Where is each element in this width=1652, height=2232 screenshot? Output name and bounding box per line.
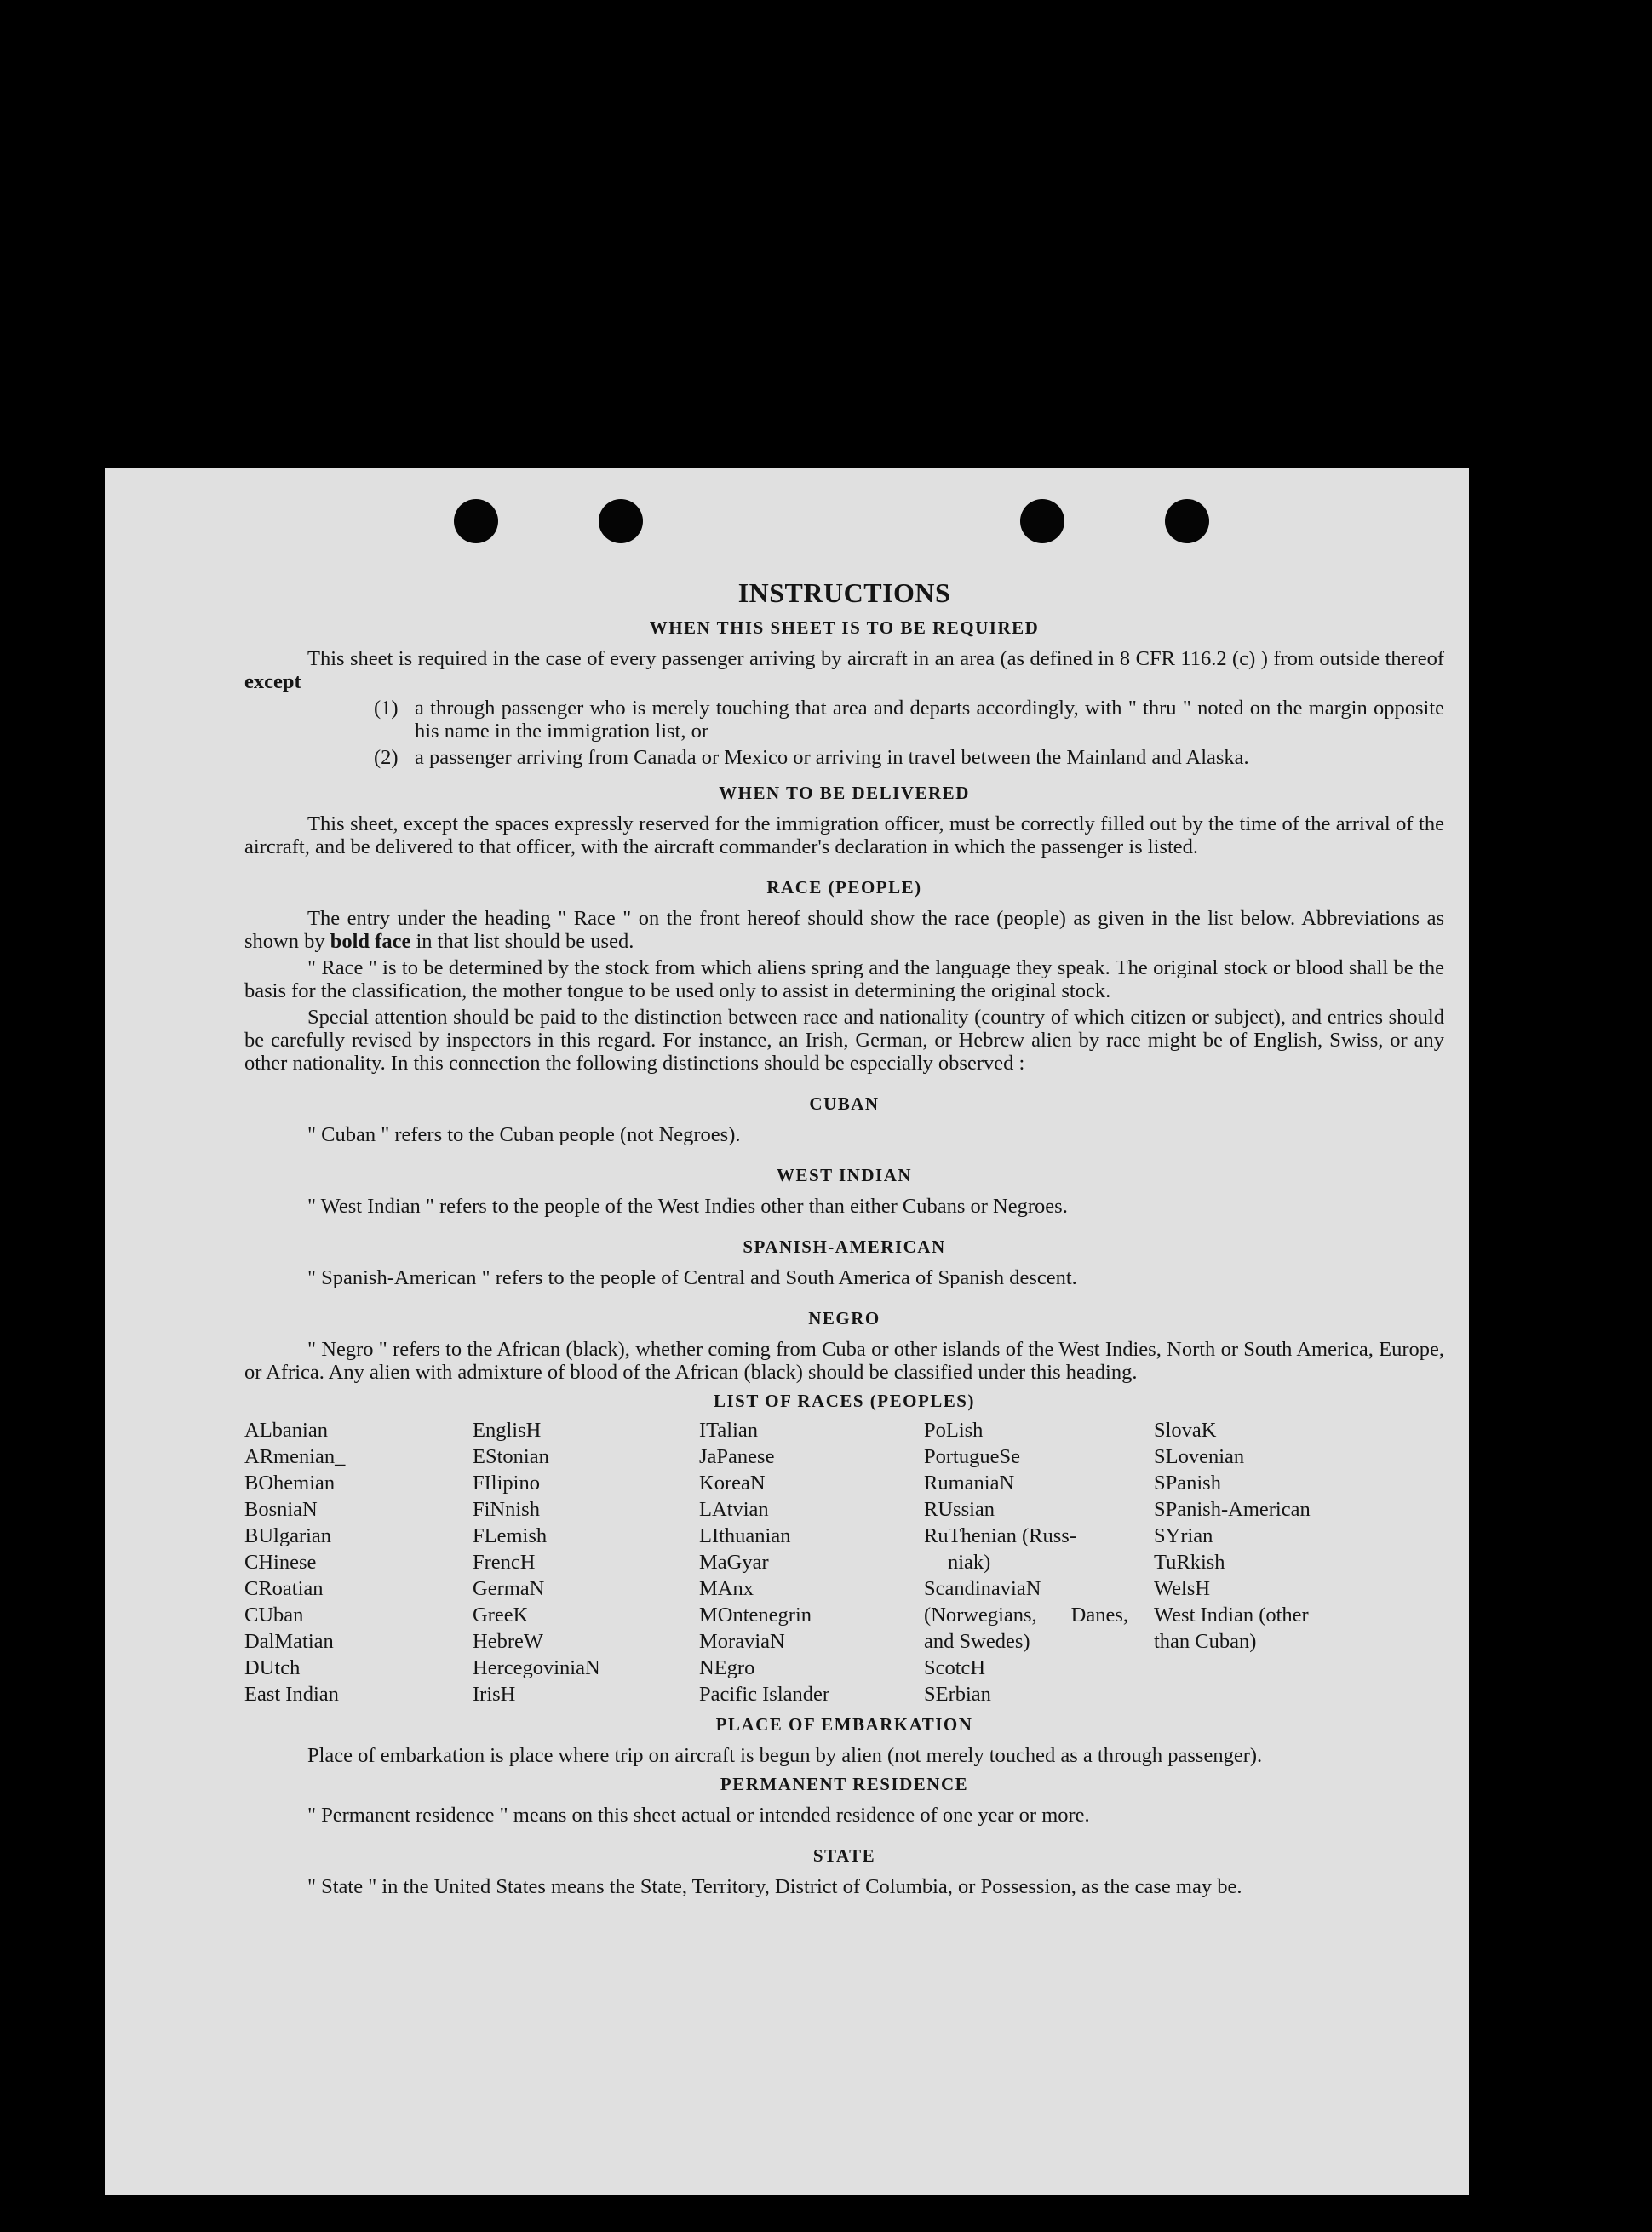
race-entry: IrisH (473, 1683, 516, 1706)
races-column (699, 1417, 924, 1707)
section-heading-state: STATE (812, 1845, 876, 1866)
race-entry: SPanish-American (1154, 1498, 1311, 1521)
punch-hole (1020, 499, 1064, 543)
race-entry: JaPanese (699, 1445, 775, 1468)
race-entry: MAnx (699, 1577, 754, 1600)
race-entry: BUlgarian (244, 1524, 332, 1547)
race-entry: KoreaN (699, 1472, 766, 1495)
section-heading-west-indian: WEST INDIAN (776, 1165, 913, 1185)
race-entry: PortugueSe (924, 1445, 1020, 1468)
race-entry: ARmenian_ (244, 1445, 346, 1468)
punch-hole (454, 499, 498, 543)
section-heading-spanish-american: SPANISH-AMERICAN (743, 1236, 946, 1257)
race-entry: ScandinaviaN (Norwegians, Danes, and Swedes) (924, 1577, 1128, 1653)
page-title: INSTRUCTIONS (737, 577, 951, 608)
race-entry: CHinese (244, 1551, 317, 1574)
race-entry: PoLish (924, 1419, 984, 1442)
section-heading-when-delivered: WHEN TO BE DELIVERED (719, 783, 970, 803)
race-entry: SYrian (1154, 1524, 1213, 1547)
section-heading-cuban: CUBAN (809, 1093, 880, 1114)
race-entry: DalMatian (244, 1630, 334, 1653)
races-table (244, 1417, 1444, 1707)
race-entry: BosniaN (244, 1498, 318, 1521)
race-entry: RUssian (924, 1498, 995, 1521)
race-entry: CRoatian (244, 1577, 324, 1600)
race-entry: WelsH (1154, 1577, 1211, 1600)
document-page (105, 468, 1469, 2195)
race-entry: CUban (244, 1604, 304, 1627)
race-entry: FLemish (473, 1524, 548, 1547)
race-entry: RuThenian (Russ- (924, 1524, 1076, 1547)
paragraph: Place of embarkation is place where trip on aircraft is begun by alien (not merely touched as a through passenger). (307, 1744, 1263, 1767)
races-column (924, 1417, 1154, 1707)
race-entry: SLovenian (1154, 1445, 1245, 1468)
race-entry: HebreW (473, 1630, 543, 1653)
race-entry: EStonian (473, 1445, 549, 1468)
paragraph: This sheet is required in the case of every passenger arriving by aircraft in an area (as defined in 8 CFR 116.2 (c) ) from outside thereof except (244, 647, 1444, 693)
race-entry: ScotcH (924, 1656, 986, 1679)
race-entry: GreeK (473, 1604, 529, 1627)
race-entry: MoraviaN (699, 1630, 785, 1653)
race-entry: SlovaK (1154, 1419, 1217, 1442)
section-heading-list-of-races: LIST OF RACES (PEOPLES) (714, 1391, 975, 1411)
race-entry: MaGyar (699, 1551, 769, 1574)
race-entry: DUtch (244, 1656, 301, 1679)
paragraph: " Cuban " refers to the Cuban people (not Negroes). (307, 1123, 741, 1146)
punch-hole (1165, 499, 1209, 543)
race-entry: FiNnish (473, 1498, 540, 1521)
races-column (244, 1417, 473, 1707)
race-entry: East Indian (244, 1683, 339, 1706)
section-heading-embarkation: PLACE OF EMBARKATION (715, 1714, 973, 1735)
race-entry: EnglisH (473, 1419, 542, 1442)
punch-hole (599, 499, 643, 543)
race-entry: LIthuanian (699, 1524, 791, 1547)
paragraph: " Negro " refers to the African (black), whether coming from Cuba or other islands of the West Indies, North or South America, Europe, or Africa. Any alien with admixture of blood of the African (black) should be classified under this heading. (244, 1338, 1444, 1384)
paragraph: The entry under the heading " Race " on the front hereof should show the race (people) as given in the list below. Abbreviations as shown by bold face in that list should be used. (244, 907, 1444, 953)
paragraph: " West Indian " refers to the people of the West Indies other than either Cubans or Negroes. (307, 1195, 1068, 1218)
race-entry: TuRkish (1154, 1551, 1225, 1574)
section-heading-negro: NEGRO (808, 1308, 880, 1328)
race-entry: NEgro (699, 1656, 755, 1679)
section-heading-residence: PERMANENT RESIDENCE (720, 1774, 969, 1794)
bold-text: bold face (330, 930, 411, 953)
race-entry: MOntenegrin (699, 1604, 812, 1627)
list-item: (2) a passenger arriving from Canada or Mexico or arriving in travel between the Mainland and Alaska. (374, 746, 1249, 769)
race-entry: HercegoviniaN (473, 1656, 600, 1679)
paragraph: " State " in the United States means the State, Territory, District of Columbia, or Possession, as the case may be. (307, 1875, 1242, 1898)
paragraph: " Permanent residence " means on this sheet actual or intended residence of one year or more. (307, 1804, 1090, 1827)
paragraph: Special attention should be paid to the distinction between race and nationality (country of which citizen or subject), and entries should be carefully revised by inspectors in this regard. For instance, an Irish, German, or Hebrew alien by race might be of English, Swiss, or any other nationality. In this connection the following distinctions should be especially observed : (244, 1006, 1444, 1075)
paragraph: " Spanish-American " refers to the people of Central and South America of Spanish descent. (307, 1266, 1077, 1289)
race-entry: West Indian (other than Cuban) (1154, 1604, 1309, 1653)
race-entry: BOhemian (244, 1472, 336, 1495)
races-column (1154, 1417, 1358, 1707)
race-entry: ALbanian (244, 1419, 328, 1442)
race-entry: RumaniaN (924, 1472, 1015, 1495)
race-entry: FIlipino (473, 1472, 540, 1495)
race-entry: ITalian (699, 1419, 759, 1442)
bold-text: except (244, 670, 301, 693)
race-entry: FrencH (473, 1551, 536, 1574)
paragraph: This sheet, except the spaces expressly reserved for the immigration officer, must be correctly filled out by the time of the arrival of the aircraft, and be delivered to that officer, with the aircraft commander's declaration in which the passenger is listed. (244, 812, 1444, 858)
section-heading-race: RACE (PEOPLE) (766, 877, 922, 898)
race-entry: GermaN (473, 1577, 545, 1600)
race-entry: SErbian (924, 1683, 991, 1706)
race-entry: Pacific Islander (699, 1683, 830, 1706)
document-content (244, 577, 1444, 1898)
paragraph: " Race " is to be determined by the stock from which aliens spring and the language they speak. The original stock or blood shall be the basis for the classification, the mother tongue to be used only to assist in determining the original stock. (244, 956, 1444, 1002)
section-heading-when-required: WHEN THIS SHEET IS TO BE REQUIRED (649, 617, 1040, 638)
races-column (473, 1417, 699, 1707)
list-item: (1) a through passenger who is merely touching that area and departs accordingly, with " thru " noted on the margin opposite his name in the immigration list, or (374, 697, 1444, 743)
race-entry: SPanish (1154, 1472, 1221, 1495)
race-entry: LAtvian (699, 1498, 769, 1521)
race-entry: niak) (948, 1551, 991, 1574)
